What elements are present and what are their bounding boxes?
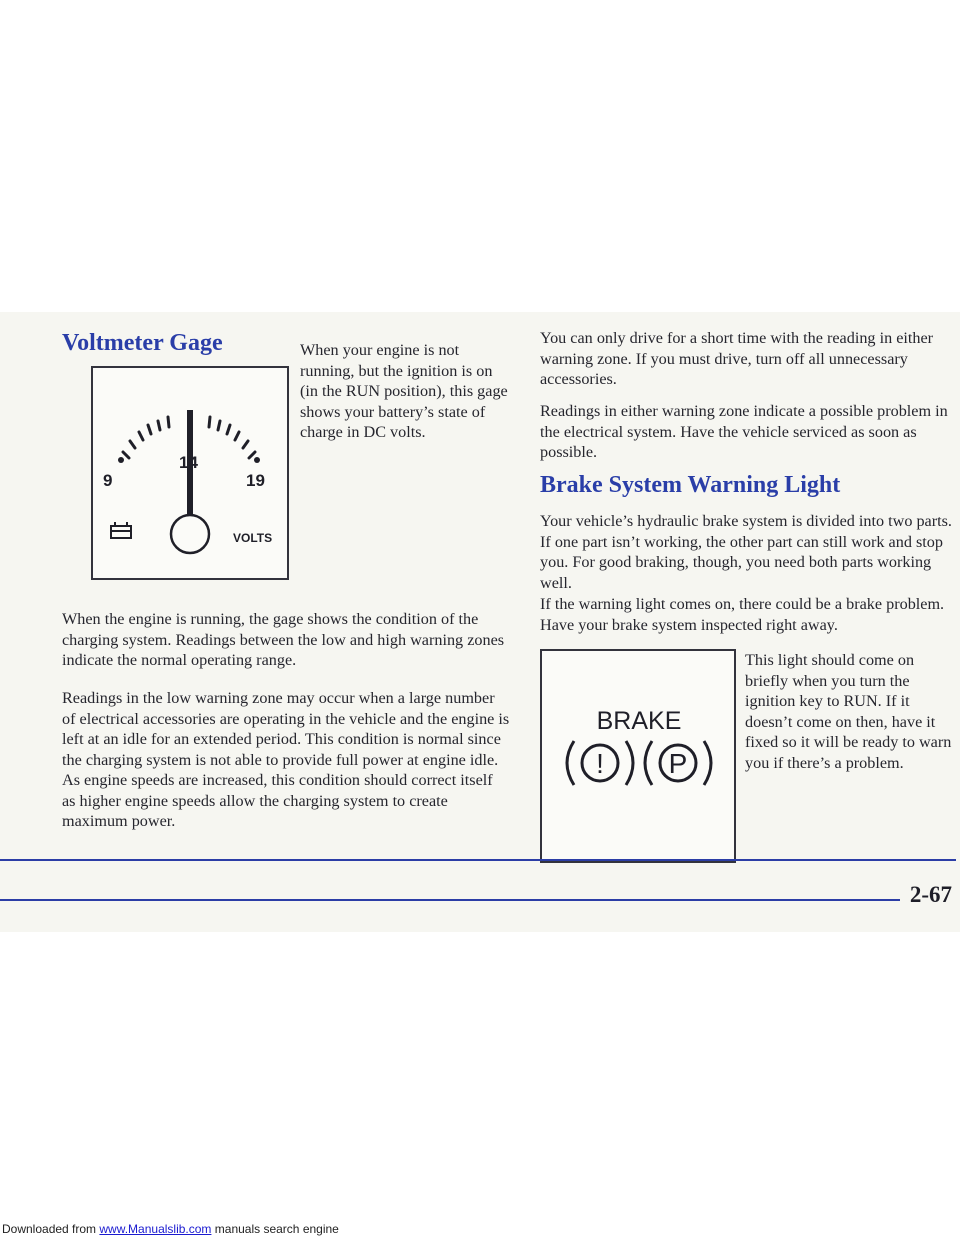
gauge-mid-label: 14 bbox=[179, 453, 198, 472]
page-rule-top bbox=[0, 859, 956, 861]
page-rule-bottom bbox=[0, 899, 900, 901]
brake-heading: Brake System Warning Light bbox=[540, 472, 841, 498]
voltmeter-side-text: When your engine is not running, but the ignition is on (in the RUN position), this gage shows your battery’s state of charge in DC volts. bbox=[300, 341, 508, 441]
gauge-hub bbox=[171, 515, 209, 553]
brake-warning-glyph: ! bbox=[596, 748, 604, 779]
gauge-unit-label: VOLTS bbox=[233, 531, 273, 545]
voltmeter-gauge-icon bbox=[93, 368, 289, 580]
footer-suffix: manuals search engine bbox=[211, 1222, 339, 1236]
brake-light-figure bbox=[540, 649, 736, 863]
voltmeter-paragraph-2: Readings in the low warning zone may occur when a large number of electrical accessories are operating in the vehicle and the engine is left at an idle for an extended period. This condition is normal since the charging system is not able to provide full power at engine idle. As engine speeds are increased, this condition should correct itself as higher engine speeds allow the charging system to create maximum power. bbox=[62, 689, 510, 830]
gauge-min-label: 9 bbox=[103, 471, 113, 490]
brake-side-text: This light should come on briefly when you turn the ignition key to RUN. If it doesn’t come on then, have it fixed so it will be ready to warn you if there’s a problem. bbox=[745, 651, 952, 772]
voltmeter-heading: Voltmeter Gage bbox=[62, 330, 223, 356]
parking-brake-glyph: P bbox=[668, 748, 688, 779]
manualslib-link[interactable]: www.Manualslib.com bbox=[99, 1222, 212, 1236]
battery-icon bbox=[111, 522, 131, 538]
brake-paragraph-1: Your vehicle’s hydraulic brake system is divided into two parts. If one part isn’t working, the other part can still work and stop you. For good braking, though, you need both parts working well. bbox=[540, 512, 952, 592]
brake-label: BRAKE bbox=[596, 707, 682, 735]
warning-zone-paragraph-1: You can only drive for a short time with the reading in either warning zone. If you must drive, turn off all unnecessary accessories. bbox=[540, 329, 934, 388]
brake-paragraph-2: If the warning light comes on, there could be a brake problem. Have your brake system inspected right away. bbox=[540, 595, 945, 634]
voltmeter-gauge-figure bbox=[91, 366, 289, 580]
voltmeter-paragraph-1: When the engine is running, the gage shows the condition of the charging system. Readings between the low and high warning zones indicate the normal operating range. bbox=[62, 610, 505, 669]
manual-page bbox=[0, 312, 960, 932]
download-footer bbox=[2, 1222, 339, 1236]
footer-prefix: Downloaded from bbox=[2, 1222, 100, 1236]
warning-zone-paragraph-2: Readings in either warning zone indicate a possible problem in the electrical system. Have the vehicle serviced as soon as possible. bbox=[540, 402, 948, 461]
gauge-max-label: 19 bbox=[246, 471, 265, 490]
page-number: 2-67 bbox=[909, 882, 952, 907]
